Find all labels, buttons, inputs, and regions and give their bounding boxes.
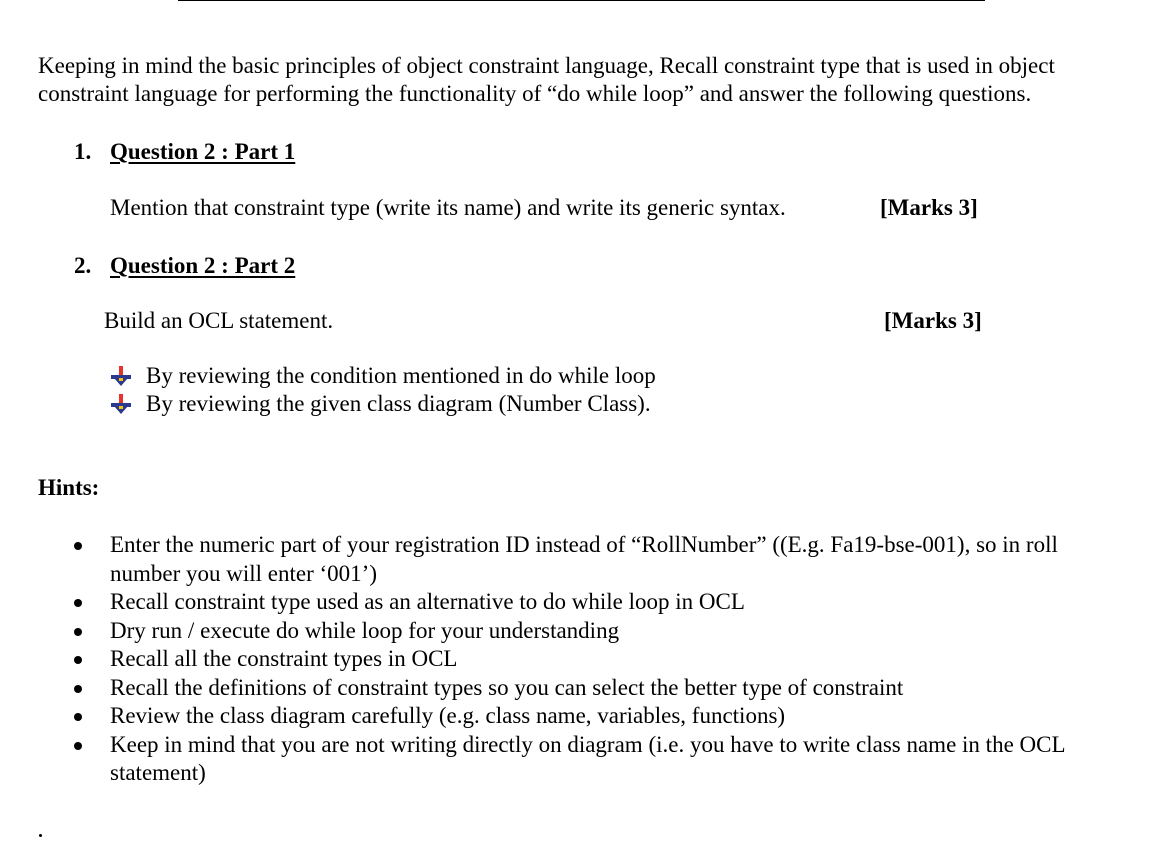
list-item — [70, 702, 1130, 731]
round-bullet-icon — [74, 685, 82, 693]
question-2-point-1: By reviewing the condition mentioned in do while loop — [146, 363, 656, 388]
question-2-points — [110, 362, 656, 418]
hint-text: Enter the numeric part of your registration ID instead of “RollNumber” ((E.g. Fa19-bse-001), so in roll number you will enter ‘001’) — [110, 532, 1058, 586]
hints-heading: Hints: — [38, 475, 100, 500]
round-bullet-icon — [74, 599, 82, 607]
list-item — [70, 645, 1130, 674]
round-bullet-icon — [74, 628, 82, 636]
question-1-number: 1. — [74, 139, 92, 164]
arrow-down-bullet-icon — [110, 393, 132, 415]
round-bullet-icon — [74, 542, 82, 550]
question-1-title: Question 2 : Part 1 — [110, 139, 296, 164]
question-1-marks: [Marks 3] — [880, 195, 978, 220]
hint-text: Recall all the constraint types in OCL — [110, 646, 458, 671]
question-1-text: Mention that constraint type (write its name) and write its generic syntax. — [110, 195, 786, 220]
hint-text: Recall the definitions of constraint types so you can select the better type of constraint — [110, 674, 904, 700]
stray-dot — [39, 834, 42, 837]
hint-text: Recall constraint type used as an alternative to do while loop in OCL — [110, 589, 745, 614]
list-item — [70, 617, 1130, 646]
question-2-marks: [Marks 3] — [884, 308, 982, 333]
list-item — [70, 531, 1130, 588]
hint-text: Dry run / execute do while loop for your understanding — [110, 617, 620, 643]
list-item — [70, 731, 1130, 788]
hints-list — [70, 531, 1130, 788]
question-2-number: 2. — [74, 253, 92, 278]
question-2-heading — [74, 252, 295, 280]
intro-paragraph: Keeping in mind the basic principles of object constraint language, Recall constraint type that is used in object constraint language for performing the functionality of “do while loop” and answer the following questions. — [38, 53, 1055, 106]
top-rule — [178, 0, 985, 1]
list-item — [70, 674, 1130, 703]
question-2-text: Build an OCL statement. — [104, 308, 334, 333]
round-bullet-icon — [74, 742, 82, 750]
hint-text: Review the class diagram carefully (e.g. class name, variables, functions) — [110, 703, 786, 728]
hint-text: Keep in mind that you are not writing directly on diagram (i.e. you have to write class name in the OCL statement) — [110, 731, 1065, 785]
question-2-point-2: By reviewing the given class diagram (Number Class). — [146, 391, 651, 416]
list-item — [110, 390, 656, 418]
question-2-title: Question 2 : Part 2 — [110, 253, 296, 278]
arrow-down-bullet-icon — [110, 365, 132, 387]
round-bullet-icon — [74, 656, 82, 664]
question-1-heading — [74, 138, 295, 166]
round-bullet-icon — [74, 713, 82, 721]
list-item — [70, 588, 1130, 617]
list-item — [110, 362, 656, 390]
